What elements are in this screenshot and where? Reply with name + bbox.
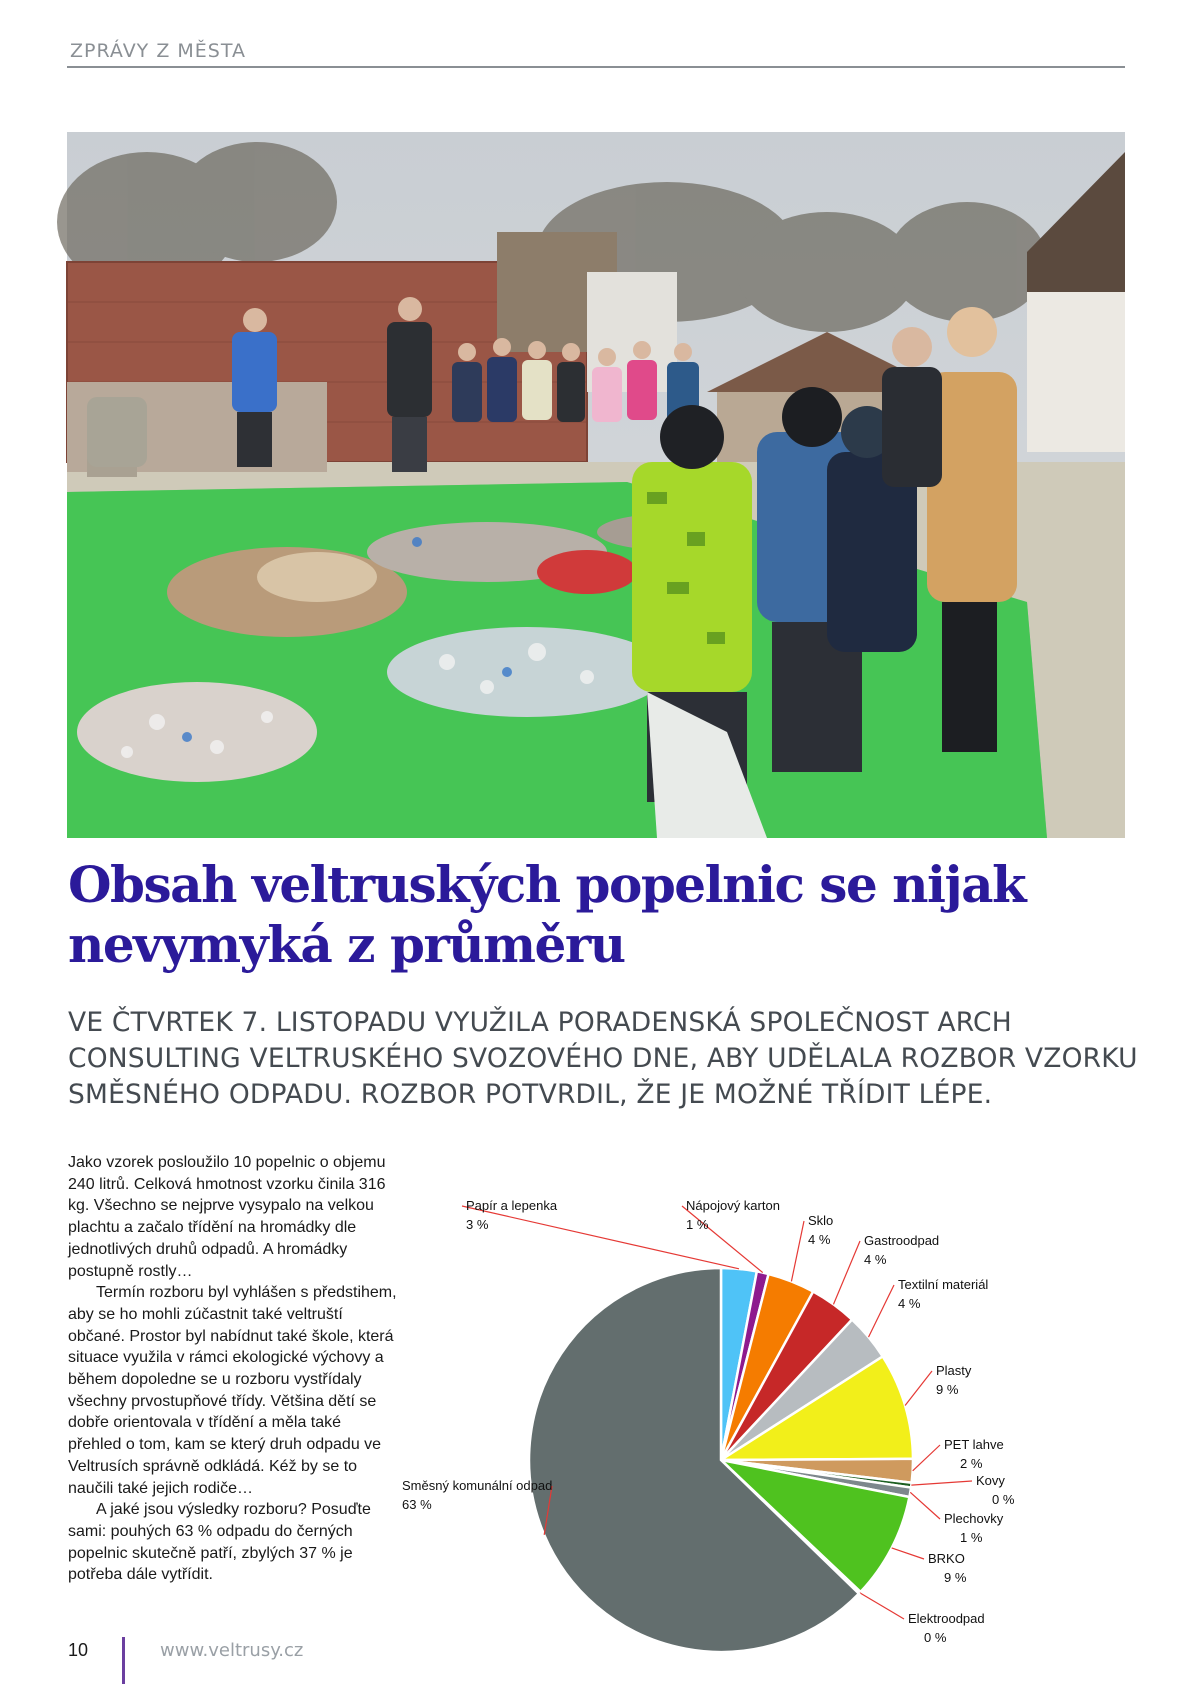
slice-name-label: Směsný komunální odpad (402, 1478, 553, 1493)
leader-line (913, 1445, 940, 1471)
slice-name-label: Kovy (976, 1473, 1005, 1488)
pie-chart (402, 1140, 1110, 1645)
paragraph: Termín rozboru byl vyhlášen s předstihem, aby se ho mohli zúčastnit také veltruští občané. Prostor byl nabídnut také škole, která situace využila v rámci ekologické výchovy a během dopoledne se u rozboru vystřídaly všechny prvostupňové třídy. Většina dětí se dobře orientovala v třídění a měla také přehled o tom, kam se který druh odpadu ve Veltrusích správně odkládá. Kéž by se to naučili také jejich rodiče… (68, 1284, 397, 1497)
section-divider (67, 66, 1125, 68)
article-lead: VE ČTVRTEK 7. LISTOPADU VYUŽILA PORADENSKÁ SPOLEČNOST ARCH CONSULTING VELTRUSKÉHO SVOZOVÉHO DNE, ABY UDĚLALA ROZBOR VZORKU SMĚSNÉHO ODPADU. ROZBOR POTVRDIL, ŽE JE MOŽNÉ TŘÍDIT LÉPE. (68, 1007, 1138, 1110)
slice-name-label: Sklo (808, 1213, 834, 1228)
leader-line (910, 1492, 940, 1519)
section-label: ZPRÁVY Z MĚSTA (70, 40, 246, 62)
slice-value-label: 9 % (936, 1382, 959, 1397)
slice-value-label: 9 % (944, 1570, 967, 1585)
leader-line (911, 1481, 972, 1485)
waste-sorting-photo (67, 132, 1125, 838)
slice-value-label: 4 % (898, 1296, 921, 1311)
slice-name-label: Plechovky (944, 1511, 1004, 1526)
leader-line (833, 1241, 860, 1304)
leader-line (892, 1548, 924, 1559)
slice-name-label: Textilní materiál (898, 1277, 989, 1292)
footer-url: www.veltrusy.cz (160, 1640, 304, 1661)
slice-name-label: BRKO (928, 1551, 965, 1566)
slice-value-label: 2 % (960, 1456, 983, 1471)
article-photo (67, 132, 1125, 838)
slice-value-label: 4 % (864, 1252, 887, 1267)
slice-value-label: 1 % (686, 1217, 709, 1232)
article-body (68, 1152, 398, 1586)
leader-line (905, 1371, 932, 1405)
page-number: 10 (68, 1640, 89, 1660)
paragraph: Jako vzorek posloužilo 10 popelnic o objemu 240 litrů. Celková hmotnost vzorku činila 316 kg. Všechno se nejprve vysypalo na velkou plachtu a začalo třídění na hromádky dle jednotlivých druhů odpadů. A hromádky postupně rostly… (68, 1154, 386, 1280)
leader-line (682, 1206, 763, 1273)
leader-line (462, 1206, 739, 1269)
slice-name-label: Plasty (936, 1363, 972, 1378)
slice-value-label: 1 % (960, 1530, 983, 1545)
slice-value-label: 0 % (992, 1492, 1015, 1507)
slice-name-label: Nápojový karton (686, 1198, 780, 1213)
slice-value-label: 63 % (402, 1497, 432, 1512)
footer-accent-bar (122, 1637, 125, 1684)
article-headline: Obsah veltruských popelnic se nijak nevymyká z průměru (68, 855, 1026, 974)
slice-value-label: 0 % (924, 1630, 947, 1645)
slice-name-label: Elektroodpad (908, 1611, 985, 1626)
slice-value-label: 3 % (466, 1217, 489, 1232)
leader-line (869, 1285, 894, 1337)
slice-name-label: Papír a lepenka (466, 1198, 558, 1213)
waste-composition-chart (402, 1140, 1110, 1645)
leader-line (791, 1221, 804, 1281)
slice-name-label: Gastroodpad (864, 1233, 940, 1248)
slice-value-label: 4 % (808, 1232, 831, 1247)
slice-name-label: PET lahve (944, 1437, 1004, 1452)
leader-line (860, 1593, 904, 1619)
paragraph: A jaké jsou výsledky rozboru? Posuďte sami: pouhých 63 % odpadu do černých popelnic skutečně patří, zbylých 37 % je potřeba dále vytřídit. (68, 1501, 371, 1584)
